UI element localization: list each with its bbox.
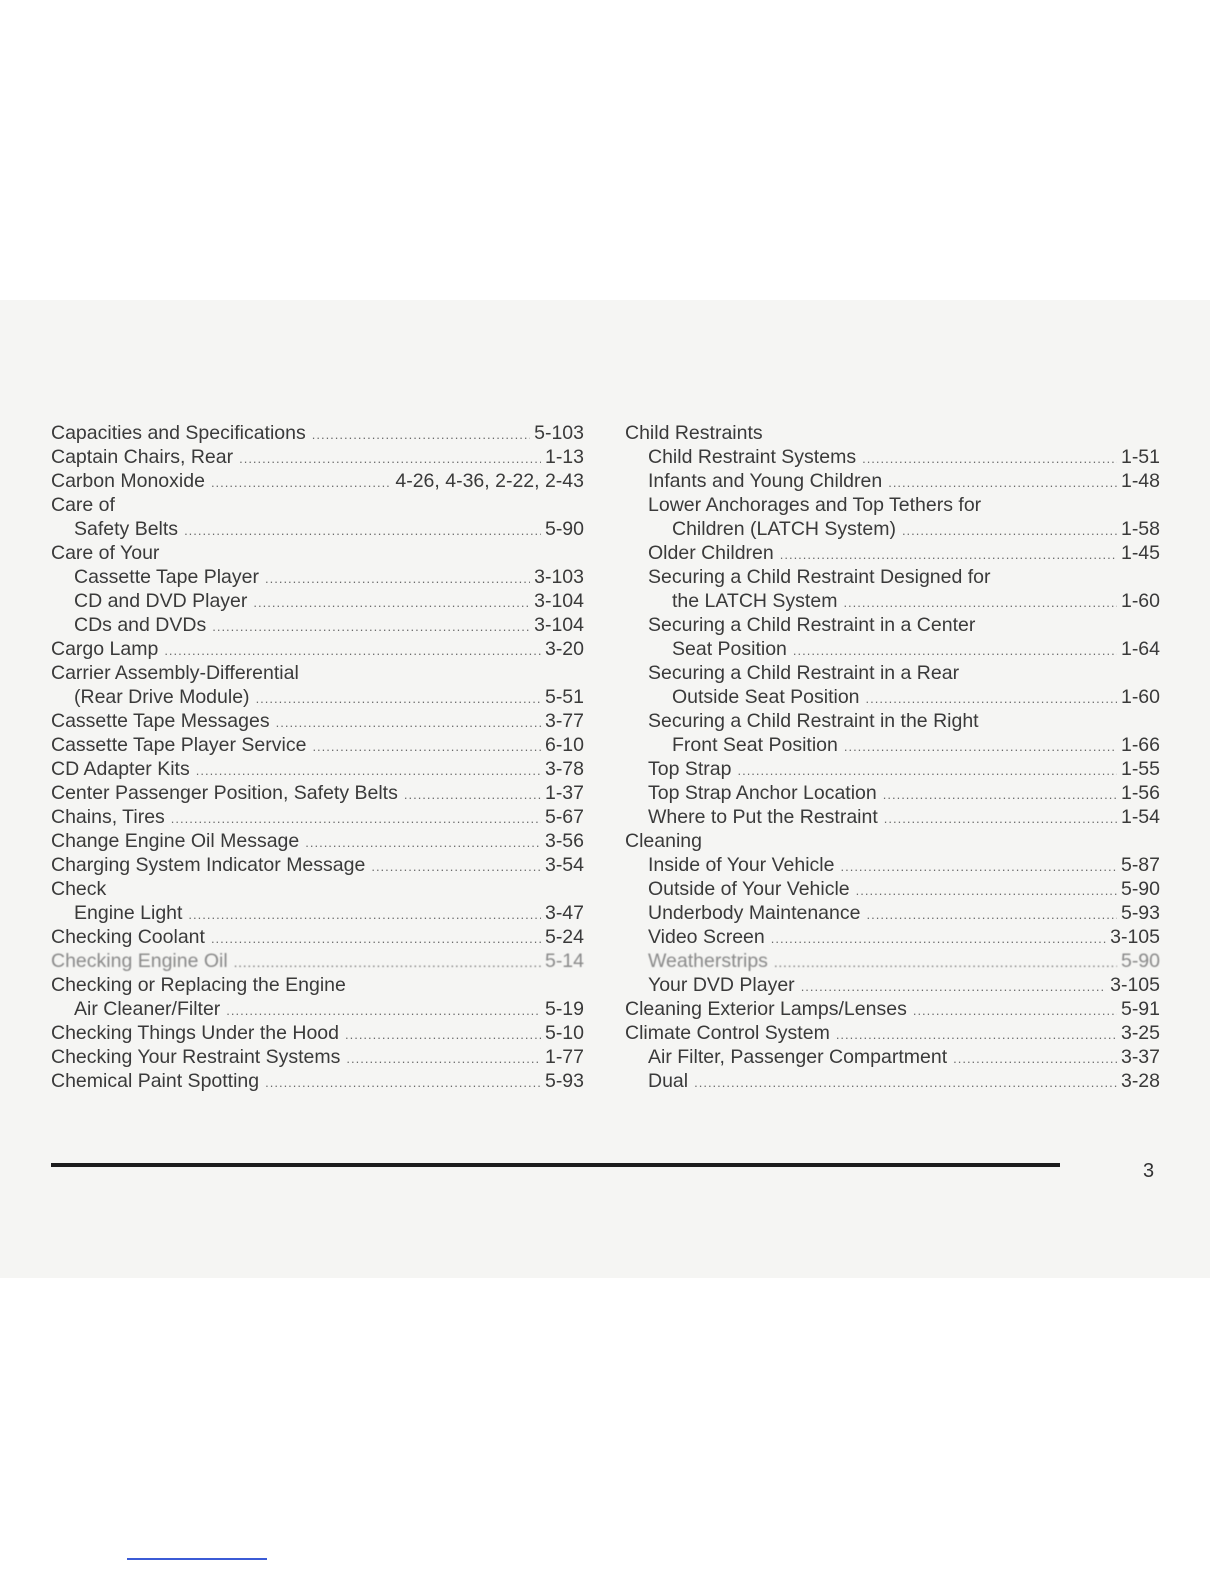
dot-leader	[884, 807, 1117, 831]
index-entry	[625, 709, 1160, 733]
dot-leader	[844, 735, 1117, 759]
index-entry-text: Child Restraints	[625, 422, 763, 444]
index-entry	[51, 829, 584, 853]
index-entry-text: Engine Light	[74, 902, 183, 924]
index-entry-text: Chains, Tires	[51, 806, 165, 828]
index-entry	[625, 901, 1160, 925]
index-entry-text: Weatherstrips	[648, 950, 768, 972]
index-entry-page: 3-104	[534, 590, 584, 612]
dot-leader	[780, 543, 1117, 567]
dot-leader	[801, 975, 1106, 999]
index-entry-page: 3-105	[1110, 974, 1160, 996]
dot-leader	[866, 687, 1117, 711]
index-entry	[625, 469, 1160, 493]
dot-leader	[888, 471, 1117, 495]
dot-leader	[862, 447, 1117, 471]
index-entry-text: Carbon Monoxide	[51, 470, 205, 492]
index-entry-page: 1-66	[1120, 734, 1160, 756]
dot-leader	[211, 927, 541, 951]
index-entry-page: 5-91	[1120, 998, 1160, 1020]
index-entry-text: Outside of Your Vehicle	[648, 878, 850, 900]
dot-leader	[196, 759, 541, 783]
index-entry	[51, 1045, 584, 1069]
dot-leader	[913, 999, 1117, 1023]
index-entry	[51, 421, 584, 445]
index-entry	[51, 445, 584, 469]
dot-leader	[774, 951, 1117, 975]
index-entry	[625, 949, 1160, 973]
index-entry-text: Checking Coolant	[51, 926, 205, 948]
dot-leader	[856, 879, 1117, 903]
index-entry	[625, 925, 1160, 949]
index-entry-text: Seat Position	[672, 638, 787, 660]
index-entry-page: 5-19	[544, 998, 584, 1020]
index-entry-text: Dual	[648, 1070, 689, 1092]
index-entry-text: Captain Chairs, Rear	[51, 446, 234, 468]
index-entry-text: Your DVD Player	[648, 974, 795, 996]
dot-leader	[902, 519, 1117, 543]
index-entry	[51, 949, 584, 973]
index-entry	[51, 925, 584, 949]
index-entry-text: Child Restraint Systems	[648, 446, 857, 468]
index-entry	[625, 973, 1160, 997]
index-entry-text: Checking Things Under the Hood	[51, 1022, 339, 1044]
index-entry	[625, 781, 1160, 805]
index-entry	[51, 805, 584, 829]
index-entry	[625, 445, 1160, 469]
index-entry-page: 1-51	[1120, 446, 1160, 468]
index-entry	[51, 733, 584, 757]
index-entry-text: Air Filter, Passenger Compartment	[648, 1046, 948, 1068]
index-entry-page: 5-103	[534, 422, 584, 444]
index-entry-text: Cleaning Exterior Lamps/Lenses	[625, 998, 907, 1020]
index-entry-page: 1-55	[1120, 758, 1160, 780]
index-entry-page: 1-48	[1120, 470, 1160, 492]
dot-leader	[253, 591, 530, 615]
index-entry	[51, 589, 584, 613]
index-entry	[51, 757, 584, 781]
index-entry-page: 5-14	[544, 950, 584, 972]
index-entry-page: 3-78	[544, 758, 584, 780]
index-entry-page: 3-20	[544, 638, 584, 660]
index-entry-page: 3-25	[1120, 1022, 1160, 1044]
index-entry-page: 5-51	[544, 686, 584, 708]
index-entry-page: 1-13	[544, 446, 584, 468]
dot-leader	[404, 783, 541, 807]
index-entry-text: Check	[51, 878, 107, 900]
index-entry-text: Infants and Young Children	[648, 470, 883, 492]
index-entry	[625, 421, 1160, 445]
dot-leader	[836, 1023, 1117, 1047]
index-entry-page: 1-56	[1120, 782, 1160, 804]
index-entry	[51, 661, 584, 685]
dot-leader	[171, 807, 541, 831]
index-entry-page: 5-67	[544, 806, 584, 828]
index-entry-text: Safety Belts	[74, 518, 179, 540]
index-entry-text: Checking or Replacing the Engine	[51, 974, 346, 996]
index-entry	[51, 997, 584, 1021]
index-entry-page: 4-26, 4-36, 2-22, 2-43	[395, 470, 584, 492]
index-entry-page: 5-87	[1120, 854, 1160, 876]
index-entry-text: Inside of Your Vehicle	[648, 854, 835, 876]
index-entry	[625, 1069, 1160, 1093]
index-entry	[51, 493, 584, 517]
index-entry-page: 3-56	[544, 830, 584, 852]
dot-leader	[312, 423, 530, 447]
index-entry-text: Cassette Tape Messages	[51, 710, 270, 732]
index-entry-text: Video Screen	[648, 926, 765, 948]
dot-leader	[164, 639, 541, 663]
index-entry	[625, 1021, 1160, 1045]
index-entry-text: Care of Your	[51, 542, 160, 564]
index-entry	[51, 565, 584, 589]
index-entry-page: 5-90	[1120, 878, 1160, 900]
index-entry	[51, 781, 584, 805]
dot-leader	[226, 999, 541, 1023]
index-entry-text: Front Seat Position	[672, 734, 838, 756]
dot-leader	[843, 591, 1117, 615]
index-column-right	[625, 421, 1160, 1093]
index-entry-page: 3-77	[544, 710, 584, 732]
dot-leader	[239, 447, 541, 471]
index-entry-page: 3-37	[1120, 1046, 1160, 1068]
index-entry-text: Top Strap Anchor Location	[648, 782, 877, 804]
index-entry	[625, 997, 1160, 1021]
page-number: 3	[1143, 1160, 1155, 1182]
index-entry-page: 1-60	[1120, 686, 1160, 708]
index-entry	[625, 493, 1160, 517]
index-entry-text: Outside Seat Position	[672, 686, 860, 708]
index-entry	[51, 1021, 584, 1045]
index-entry-page: 1-60	[1120, 590, 1160, 612]
index-entry	[625, 589, 1160, 613]
index-entry-page: 5-10	[544, 1022, 584, 1044]
index-entry-text: CD and DVD Player	[74, 590, 248, 612]
index-entry	[625, 853, 1160, 877]
dot-leader	[212, 615, 530, 639]
dot-leader	[184, 519, 541, 543]
index-entry-text: Care of	[51, 494, 115, 516]
dot-leader	[866, 903, 1116, 927]
index-entry-text: Cassette Tape Player	[74, 566, 259, 588]
dot-leader	[256, 687, 541, 711]
index-entry-text: Carrier Assembly-Differential	[51, 662, 299, 684]
index-entry-page: 3-103	[534, 566, 584, 588]
index-entry	[625, 661, 1160, 685]
index-entry	[51, 853, 584, 877]
index-entry-text: (Rear Drive Module)	[74, 686, 250, 708]
index-entry-text: Chemical Paint Spotting	[51, 1070, 260, 1092]
index-entry	[625, 733, 1160, 757]
index-entry-text: the LATCH System	[672, 590, 838, 612]
index-entry-text: Where to Put the Restraint	[648, 806, 878, 828]
index-entry	[625, 613, 1160, 637]
dot-leader	[276, 711, 541, 735]
dot-leader	[694, 1071, 1117, 1095]
index-entry-text: Securing a Child Restraint in the Right	[648, 710, 979, 732]
index-entry	[625, 565, 1160, 589]
index-entry-page: 1-64	[1120, 638, 1160, 660]
index-column-left	[51, 421, 584, 1093]
index-entry-text: Securing a Child Restraint Designed for	[648, 566, 991, 588]
index-entry-text: Climate Control System	[625, 1022, 830, 1044]
index-entry-text: Checking Your Restraint Systems	[51, 1046, 341, 1068]
index-entry-page: 3-28	[1120, 1070, 1160, 1092]
index-entry-text: CD Adapter Kits	[51, 758, 190, 780]
index-entry-page: 5-24	[544, 926, 584, 948]
index-entry	[625, 877, 1160, 901]
dot-leader	[211, 471, 391, 495]
dot-leader	[953, 1047, 1117, 1071]
index-entry-text: Top Strap	[648, 758, 732, 780]
dot-leader	[771, 927, 1106, 951]
index-entry-text: Securing a Child Restraint in a Rear	[648, 662, 960, 684]
index-entry-page: 1-77	[544, 1046, 584, 1068]
dot-leader	[371, 855, 541, 879]
dot-leader	[883, 783, 1117, 807]
index-entry	[625, 805, 1160, 829]
index-entry-text: Cassette Tape Player Service	[51, 734, 307, 756]
index-entry	[51, 517, 584, 541]
index-entry	[51, 637, 584, 661]
index-entry	[625, 541, 1160, 565]
index-entry-text: Underbody Maintenance	[648, 902, 861, 924]
dot-leader	[265, 1071, 541, 1095]
index-entry-page: 5-93	[1120, 902, 1160, 924]
index-entry-text: Checking Engine Oil	[51, 950, 228, 972]
index-entry-text: Securing a Child Restraint in a Center	[648, 614, 976, 636]
index-entry	[51, 709, 584, 733]
footer-rule	[51, 1163, 1060, 1167]
index-entry	[51, 469, 584, 493]
dot-leader	[345, 1023, 541, 1047]
index-entry-text: Center Passenger Position, Safety Belts	[51, 782, 398, 804]
index-entry	[51, 685, 584, 709]
index-entry-page: 3-54	[544, 854, 584, 876]
index-entry-page: 1-37	[544, 782, 584, 804]
index-entry-page: 1-45	[1120, 542, 1160, 564]
index-entry	[51, 877, 584, 901]
index-entry-text: Children (LATCH System)	[672, 518, 896, 540]
index-entry-text: Lower Anchorages and Top Tethers for	[648, 494, 982, 516]
index-entry-text: Older Children	[648, 542, 774, 564]
index-entry	[625, 517, 1160, 541]
index-entry	[51, 1069, 584, 1093]
dot-leader	[840, 855, 1116, 879]
index-entry	[51, 901, 584, 925]
index-entry	[625, 1045, 1160, 1069]
index-entry	[625, 685, 1160, 709]
dot-leader	[265, 567, 530, 591]
index-entry-page: 5-90	[544, 518, 584, 540]
index-entry	[625, 757, 1160, 781]
index-entry-page: 1-54	[1120, 806, 1160, 828]
index-entry-page: 1-58	[1120, 518, 1160, 540]
index-entry-text: Change Engine Oil Message	[51, 830, 300, 852]
index-entry	[625, 637, 1160, 661]
dot-leader	[793, 639, 1117, 663]
index-entry-page: 6-10	[544, 734, 584, 756]
dot-leader	[737, 759, 1117, 783]
index-entry-text: Air Cleaner/Filter	[74, 998, 221, 1020]
dot-leader	[234, 951, 541, 975]
index-entry-text: CDs and DVDs	[74, 614, 207, 636]
index-entry	[51, 973, 584, 997]
dot-leader	[188, 903, 541, 927]
index-entry	[51, 541, 584, 565]
index-entry	[51, 613, 584, 637]
index-entry-text: Cleaning	[625, 830, 702, 852]
index-entry-page: 3-104	[534, 614, 584, 636]
index-entry-page: 3-47	[544, 902, 584, 924]
dot-leader	[305, 831, 541, 855]
dot-leader	[312, 735, 541, 759]
index-entry-text: Charging System Indicator Message	[51, 854, 366, 876]
index-entry-page: 3-105	[1110, 926, 1160, 948]
index-entry-text: Capacities and Specifications	[51, 422, 306, 444]
index-entry-page: 5-90	[1120, 950, 1160, 972]
index-entry-page: 5-93	[544, 1070, 584, 1092]
bottom-link-underline	[127, 1558, 267, 1560]
index-entry-text: Cargo Lamp	[51, 638, 159, 660]
index-entry	[625, 829, 1160, 853]
dot-leader	[346, 1047, 541, 1071]
